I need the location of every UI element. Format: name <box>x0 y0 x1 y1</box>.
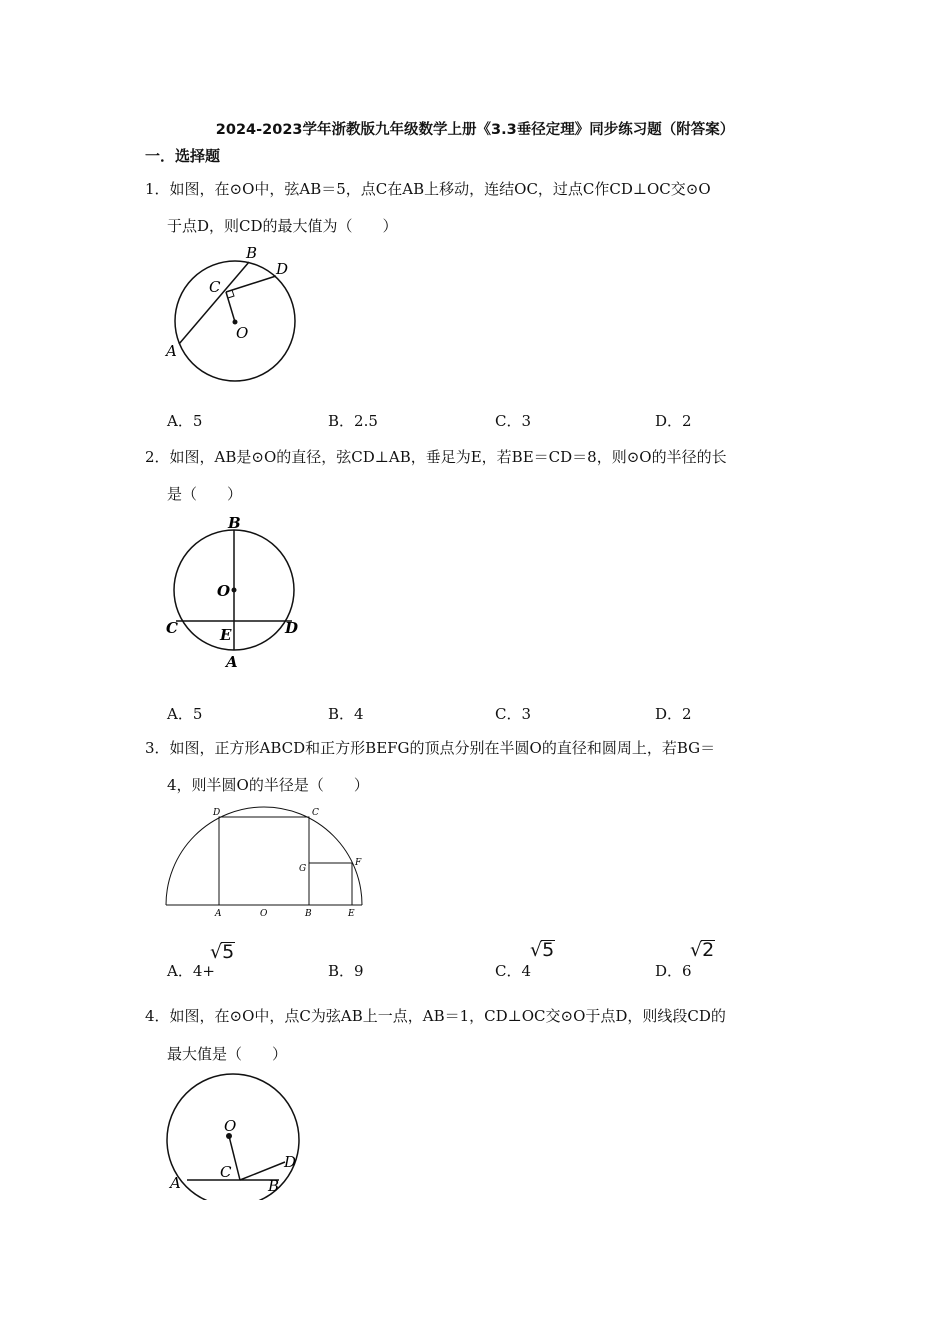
question-2-text-line1: 2．如图，AB是⊙O的直径，弦CD⊥AB，垂足为E，若BE＝CD＝8，则⊙O的半径的长 <box>145 448 727 466</box>
question-2-option-d[interactable]: D．2 <box>655 705 692 723</box>
question-3-option-c[interactable]: C．4 <box>495 962 532 980</box>
q2-label-o: O <box>217 582 231 600</box>
q3-label-a: A <box>215 909 222 919</box>
q1-label-b: B <box>246 244 258 262</box>
q4-label-o: O <box>224 1117 237 1135</box>
q4-label-c: C <box>220 1163 232 1181</box>
page-title: 2024-2023学年浙教版九年级数学上册《3.3垂径定理》同步练习题（附答案） <box>215 122 735 138</box>
question-1-text-line2: 于点D，则CD的最大值为（ ） <box>167 217 398 235</box>
q3-label-e: E <box>348 909 355 919</box>
question-3-option-a-radical: √5 <box>210 941 235 963</box>
q1-label-d: D <box>276 260 289 278</box>
question-1-text-line1: 1．如图，在⊙O中，弦AB＝5，点C在AB上移动，连结OC，过点C作CD⊥OC交⊙O <box>145 180 711 198</box>
section-heading: 一．选择题 <box>145 147 221 165</box>
question-1-option-c[interactable]: C．3 <box>495 412 532 430</box>
q2-label-c: C <box>166 619 178 637</box>
question-3-text-line2: 4，则半圆O的半径是（ ） <box>167 776 369 794</box>
question-3-figure <box>160 800 370 922</box>
q3-label-g: G <box>299 864 307 874</box>
q3-label-o: O <box>260 909 268 919</box>
q1-label-o: O <box>236 324 249 342</box>
question-2-option-b[interactable]: B．4 <box>328 705 364 723</box>
q2-label-a: A <box>226 653 238 671</box>
q1-label-a: A <box>166 342 177 360</box>
question-3-option-b[interactable]: B．9 <box>328 962 364 980</box>
question-3-text-line1: 3．如图，正方形ABCD和正方形BEFG的顶点分别在半圆O的直径和圆周上，若BG＝ <box>145 739 716 757</box>
q4-label-d: D <box>284 1153 297 1171</box>
question-1-option-d[interactable]: D．2 <box>655 412 692 430</box>
q4-label-a: A <box>170 1174 181 1192</box>
question-4-text-line2: 最大值是（ ） <box>167 1045 288 1063</box>
q3-label-f: F <box>355 858 362 868</box>
question-2-text-line2: 是（ ） <box>167 485 243 503</box>
q2-label-b: B <box>228 514 241 532</box>
question-2-figure <box>160 510 310 675</box>
question-1-option-b[interactable]: B．2.5 <box>328 412 378 430</box>
q2-label-d: D <box>285 619 299 637</box>
q2-label-e: E <box>220 626 232 644</box>
question-4-figure <box>160 1070 310 1200</box>
question-4-text-line1: 4．如图，在⊙O中，点C为弦AB上一点，AB＝1，CD⊥OC交⊙O于点D，则线段CD的 <box>145 1007 726 1025</box>
question-3-option-c-radical: √5 <box>530 939 555 961</box>
q4-label-b: B <box>268 1177 280 1195</box>
q3-label-b: B <box>305 909 312 919</box>
question-3-option-a[interactable]: A．4+ <box>167 962 215 980</box>
question-2-option-c[interactable]: C．3 <box>495 705 532 723</box>
question-1-option-a[interactable]: A．5 <box>167 412 203 430</box>
q3-label-d: D <box>213 808 221 818</box>
question-3-option-d[interactable]: D．6 <box>655 962 692 980</box>
question-3-option-d-radical: √2 <box>690 939 715 961</box>
question-2-option-a[interactable]: A．5 <box>167 705 203 723</box>
q1-label-c: C <box>209 278 221 296</box>
q3-label-c: C <box>312 808 319 818</box>
question-1-figure <box>160 240 310 390</box>
